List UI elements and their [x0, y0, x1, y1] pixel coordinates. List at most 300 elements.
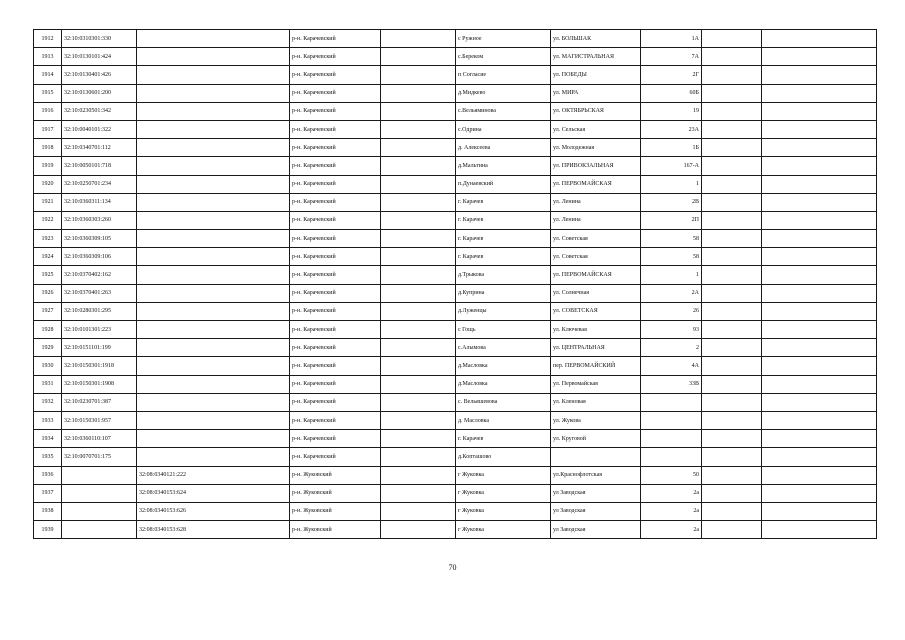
cadastral-number-alt-cell — [137, 248, 290, 266]
table-row — [34, 193, 877, 211]
table-row — [34, 120, 877, 138]
cadastral-number-alt-cell — [137, 139, 290, 157]
row-number-cell: 1931 — [34, 375, 62, 393]
district-cell: р-н. Жуковский — [290, 521, 381, 539]
register-table-body — [34, 30, 877, 539]
empty-cell — [702, 175, 762, 193]
table-row — [34, 393, 877, 411]
cadastral-number-cell: 32:10:0130101:424 — [62, 48, 137, 66]
empty-cell — [381, 502, 456, 520]
street-cell: ул. ПОБЕДЫ — [551, 66, 641, 84]
house-number-cell: 2Г — [641, 66, 702, 84]
empty-cell — [762, 248, 877, 266]
empty-cell — [381, 339, 456, 357]
table-row — [34, 484, 877, 502]
table-row — [34, 211, 877, 229]
district-cell: р-н. Карачевский — [290, 302, 381, 320]
table-row — [34, 302, 877, 320]
house-number-cell: 26 — [641, 302, 702, 320]
street-cell: ул. Кленовая — [551, 393, 641, 411]
empty-cell — [762, 84, 877, 102]
empty-cell — [762, 230, 877, 248]
street-cell: ул. ПРИВОКЗАЛЬНАЯ — [551, 157, 641, 175]
cadastral-number-alt-cell — [137, 321, 290, 339]
locality-cell: с.Береком — [456, 48, 551, 66]
row-number-cell: 1914 — [34, 66, 62, 84]
empty-cell — [762, 448, 877, 466]
locality-cell: д.Трыкова — [456, 266, 551, 284]
cadastral-number-cell: 32:10:0360309:105 — [62, 230, 137, 248]
locality-cell: п.Дунаевский — [456, 175, 551, 193]
house-number-cell: 93 — [641, 321, 702, 339]
cadastral-number-cell: 32:10:0070701:175 — [62, 448, 137, 466]
cadastral-number-alt-cell — [137, 157, 290, 175]
empty-cell — [762, 66, 877, 84]
row-number-cell: 1925 — [34, 266, 62, 284]
district-cell: р-н. Карачевский — [290, 102, 381, 120]
cadastral-number-alt-cell — [137, 393, 290, 411]
house-number-cell: 7А — [641, 48, 702, 66]
cadastral-number-alt-cell — [137, 284, 290, 302]
street-cell: ул. Ленина — [551, 193, 641, 211]
table-row — [34, 139, 877, 157]
locality-cell: г Жуковка — [456, 484, 551, 502]
cadastral-number-alt-cell — [137, 211, 290, 229]
district-cell: р-н. Карачевский — [290, 230, 381, 248]
district-cell: р-н. Жуковский — [290, 466, 381, 484]
district-cell: р-н. Карачевский — [290, 411, 381, 429]
row-number-cell: 1934 — [34, 430, 62, 448]
empty-cell — [702, 430, 762, 448]
cadastral-number-alt-cell — [137, 84, 290, 102]
empty-cell — [762, 48, 877, 66]
empty-cell — [762, 502, 877, 520]
table-row — [34, 175, 877, 193]
row-number-cell: 1933 — [34, 411, 62, 429]
empty-cell — [702, 120, 762, 138]
row-number-cell: 1918 — [34, 139, 62, 157]
table-row — [34, 448, 877, 466]
empty-cell — [702, 211, 762, 229]
district-cell: р-н. Карачевский — [290, 120, 381, 138]
empty-cell — [381, 284, 456, 302]
empty-cell — [381, 393, 456, 411]
locality-cell: д.Мальтина — [456, 157, 551, 175]
empty-cell — [702, 393, 762, 411]
cadastral-number-cell: 32:10:0130401:426 — [62, 66, 137, 84]
register-table — [33, 29, 877, 539]
house-number-cell: 58 — [641, 230, 702, 248]
cadastral-number-alt-cell — [137, 430, 290, 448]
row-number-cell: 1937 — [34, 484, 62, 502]
district-cell: р-н. Карачевский — [290, 193, 381, 211]
empty-cell — [381, 30, 456, 48]
street-cell: ул. МАГИСТРАЛЬНАЯ — [551, 48, 641, 66]
empty-cell — [381, 357, 456, 375]
locality-cell: с Ружное — [456, 30, 551, 48]
table-row — [34, 66, 877, 84]
house-number-cell: 1А — [641, 30, 702, 48]
house-number-cell: 4А — [641, 357, 702, 375]
row-number-cell: 1932 — [34, 393, 62, 411]
street-cell: ул. Первомайская — [551, 375, 641, 393]
empty-cell — [702, 66, 762, 84]
cadastral-number-alt-cell: 32:08:0340121:222 — [137, 466, 290, 484]
empty-cell — [381, 120, 456, 138]
row-number-cell: 1938 — [34, 502, 62, 520]
locality-cell: д.Куприна — [456, 284, 551, 302]
empty-cell — [702, 321, 762, 339]
cadastral-number-cell: 32:10:0360309:106 — [62, 248, 137, 266]
district-cell: р-н. Карачевский — [290, 448, 381, 466]
cadastral-number-alt-cell — [137, 102, 290, 120]
district-cell: р-н. Карачевский — [290, 84, 381, 102]
empty-cell — [702, 266, 762, 284]
house-number-cell: 60Б — [641, 84, 702, 102]
cadastral-number-alt-cell — [137, 448, 290, 466]
cadastral-number-cell: 32:10:0360303:260 — [62, 211, 137, 229]
empty-cell — [702, 302, 762, 320]
cadastral-number-alt-cell — [137, 357, 290, 375]
cadastral-number-cell: 32:10:0310301:330 — [62, 30, 137, 48]
district-cell: р-н. Карачевский — [290, 375, 381, 393]
district-cell: р-н. Карачевский — [290, 157, 381, 175]
table-row — [34, 284, 877, 302]
locality-cell: с.Вельяминова — [456, 102, 551, 120]
street-cell: ул. ЦЕНТРАЛЬНАЯ — [551, 339, 641, 357]
empty-cell — [762, 30, 877, 48]
empty-cell — [702, 284, 762, 302]
street-cell: ул. Советская — [551, 248, 641, 266]
cadastral-number-alt-cell: 32:08:0340153:628 — [137, 521, 290, 539]
house-number-cell: 2П — [641, 211, 702, 229]
empty-cell — [762, 266, 877, 284]
table-row — [34, 48, 877, 66]
cadastral-number-cell: 32:10:0130601:200 — [62, 84, 137, 102]
empty-cell — [702, 375, 762, 393]
empty-cell — [702, 157, 762, 175]
table-row — [34, 430, 877, 448]
table-row — [34, 375, 877, 393]
cadastral-number-alt-cell — [137, 48, 290, 66]
empty-cell — [702, 339, 762, 357]
empty-cell — [702, 48, 762, 66]
table-row — [34, 30, 877, 48]
house-number-cell: 2а — [641, 502, 702, 520]
house-number-cell: 33В — [641, 375, 702, 393]
row-number-cell: 1929 — [34, 339, 62, 357]
cadastral-number-cell: 32:10:0370401:263 — [62, 284, 137, 302]
cadastral-number-cell: 32:10:0370402:162 — [62, 266, 137, 284]
row-number-cell: 1936 — [34, 466, 62, 484]
locality-cell: г. Карачев — [456, 193, 551, 211]
house-number-cell — [641, 430, 702, 448]
table-row — [34, 502, 877, 520]
street-cell: ул. Ключевая — [551, 321, 641, 339]
street-cell — [551, 448, 641, 466]
row-number-cell: 1924 — [34, 248, 62, 266]
empty-cell — [381, 375, 456, 393]
locality-cell: д.Масловка — [456, 375, 551, 393]
house-number-cell — [641, 393, 702, 411]
street-cell: ул. Молодежная — [551, 139, 641, 157]
locality-cell: г. Карачев — [456, 211, 551, 229]
street-cell: ул. Ленина — [551, 211, 641, 229]
cadastral-number-cell: 32:10:0280301:295 — [62, 302, 137, 320]
empty-cell — [381, 66, 456, 84]
locality-cell: д.Масловка — [456, 357, 551, 375]
street-cell: ул. ОКТЯБРЬСКАЯ — [551, 102, 641, 120]
house-number-cell: 2В — [641, 193, 702, 211]
empty-cell — [381, 411, 456, 429]
district-cell: р-н. Карачевский — [290, 175, 381, 193]
empty-cell — [762, 120, 877, 138]
district-cell: р-н. Карачевский — [290, 211, 381, 229]
empty-cell — [702, 248, 762, 266]
empty-cell — [762, 211, 877, 229]
locality-cell: г. Карачев — [456, 248, 551, 266]
house-number-cell: 23А — [641, 120, 702, 138]
cadastral-number-alt-cell — [137, 339, 290, 357]
street-cell: ул. МИРА — [551, 84, 641, 102]
cadastral-number-cell: 32:10:0150301:1918 — [62, 357, 137, 375]
house-number-cell: 19 — [641, 102, 702, 120]
row-number-cell: 1939 — [34, 521, 62, 539]
locality-cell: д. Алексеева — [456, 139, 551, 157]
house-number-cell: 50 — [641, 466, 702, 484]
district-cell: р-н. Жуковский — [290, 502, 381, 520]
cadastral-number-alt-cell — [137, 411, 290, 429]
cadastral-number-cell — [62, 521, 137, 539]
cadastral-number-alt-cell — [137, 30, 290, 48]
cadastral-number-cell: 32:10:0230701:387 — [62, 393, 137, 411]
locality-cell: с.Алымова — [456, 339, 551, 357]
empty-cell — [762, 411, 877, 429]
empty-cell — [381, 430, 456, 448]
empty-cell — [381, 302, 456, 320]
locality-cell: д. Масловка — [456, 411, 551, 429]
street-cell: ул. СОВЕТСКАЯ — [551, 302, 641, 320]
street-cell: ул. Жукова — [551, 411, 641, 429]
row-number-cell: 1913 — [34, 48, 62, 66]
row-number-cell: 1921 — [34, 193, 62, 211]
cadastral-number-cell: 32:10:0101301:223 — [62, 321, 137, 339]
locality-cell: г Жуковка — [456, 466, 551, 484]
locality-cell: п Согласие — [456, 66, 551, 84]
house-number-cell: 2а — [641, 484, 702, 502]
cadastral-number-alt-cell — [137, 302, 290, 320]
empty-cell — [702, 357, 762, 375]
cadastral-number-alt-cell — [137, 375, 290, 393]
empty-cell — [762, 430, 877, 448]
row-number-cell: 1927 — [34, 302, 62, 320]
empty-cell — [702, 448, 762, 466]
empty-cell — [381, 157, 456, 175]
row-number-cell: 1920 — [34, 175, 62, 193]
empty-cell — [762, 466, 877, 484]
district-cell: р-н. Карачевский — [290, 30, 381, 48]
empty-cell — [381, 484, 456, 502]
empty-cell — [762, 302, 877, 320]
cadastral-number-alt-cell — [137, 120, 290, 138]
row-number-cell: 1923 — [34, 230, 62, 248]
street-cell: ул. ПЕРВОМАЙСКАЯ — [551, 175, 641, 193]
locality-cell: с.Одрина — [456, 120, 551, 138]
empty-cell — [762, 193, 877, 211]
table-row — [34, 157, 877, 175]
street-cell: пер. ПЕРВОМАЙСКИЙ — [551, 357, 641, 375]
cadastral-number-cell: 32:10:0050101:718 — [62, 157, 137, 175]
house-number-cell: 1 — [641, 175, 702, 193]
street-cell: ул. Советская — [551, 230, 641, 248]
street-cell: ул. Сельская — [551, 120, 641, 138]
district-cell: р-н. Карачевский — [290, 266, 381, 284]
house-number-cell — [641, 411, 702, 429]
cadastral-number-cell: 32:10:0150301:957 — [62, 411, 137, 429]
district-cell: р-н. Карачевский — [290, 66, 381, 84]
empty-cell — [381, 248, 456, 266]
house-number-cell: 2а — [641, 521, 702, 539]
empty-cell — [702, 230, 762, 248]
empty-cell — [381, 48, 456, 66]
locality-cell: с Гощь — [456, 321, 551, 339]
cadastral-number-cell: 32:10:0360110:107 — [62, 430, 137, 448]
table-row — [34, 411, 877, 429]
street-cell: ул. Солнечная — [551, 284, 641, 302]
empty-cell — [762, 357, 877, 375]
empty-cell — [762, 521, 877, 539]
house-number-cell: 58 — [641, 248, 702, 266]
empty-cell — [762, 175, 877, 193]
empty-cell — [381, 466, 456, 484]
empty-cell — [762, 393, 877, 411]
empty-cell — [762, 484, 877, 502]
district-cell: р-н. Карачевский — [290, 357, 381, 375]
table-row — [34, 102, 877, 120]
table-row — [34, 466, 877, 484]
empty-cell — [381, 321, 456, 339]
empty-cell — [381, 102, 456, 120]
empty-cell — [381, 521, 456, 539]
cadastral-number-alt-cell — [137, 230, 290, 248]
table-row — [34, 321, 877, 339]
cadastral-number-alt-cell — [137, 266, 290, 284]
cadastral-number-cell — [62, 502, 137, 520]
empty-cell — [762, 139, 877, 157]
row-number-cell: 1917 — [34, 120, 62, 138]
page-number: 70 — [448, 563, 457, 572]
empty-cell — [762, 284, 877, 302]
empty-cell — [381, 211, 456, 229]
district-cell: р-н. Карачевский — [290, 321, 381, 339]
locality-cell: г. Карачев — [456, 430, 551, 448]
empty-cell — [762, 102, 877, 120]
empty-cell — [381, 266, 456, 284]
table-row — [34, 521, 877, 539]
table-row — [34, 266, 877, 284]
cadastral-number-cell — [62, 484, 137, 502]
empty-cell — [762, 157, 877, 175]
row-number-cell: 1912 — [34, 30, 62, 48]
row-number-cell: 1928 — [34, 321, 62, 339]
empty-cell — [702, 102, 762, 120]
row-number-cell: 1935 — [34, 448, 62, 466]
table-row — [34, 84, 877, 102]
district-cell: р-н. Карачевский — [290, 339, 381, 357]
row-number-cell: 1915 — [34, 84, 62, 102]
locality-cell: г Жуковка — [456, 521, 551, 539]
empty-cell — [702, 484, 762, 502]
row-number-cell: 1930 — [34, 357, 62, 375]
locality-cell: д.Мидкево — [456, 84, 551, 102]
row-number-cell: 1922 — [34, 211, 62, 229]
cadastral-number-cell: 32:10:0230501:342 — [62, 102, 137, 120]
row-number-cell: 1926 — [34, 284, 62, 302]
empty-cell — [381, 84, 456, 102]
cadastral-number-alt-cell — [137, 66, 290, 84]
locality-cell: с. Вельяшевова — [456, 393, 551, 411]
street-cell: ул Заводская — [551, 521, 641, 539]
cadastral-number-alt-cell — [137, 193, 290, 211]
empty-cell — [702, 30, 762, 48]
house-number-cell: 1 — [641, 266, 702, 284]
cadastral-number-alt-cell: 32:08:0340153:624 — [137, 484, 290, 502]
locality-cell: д.Копташово — [456, 448, 551, 466]
empty-cell — [762, 339, 877, 357]
locality-cell: г. Карачев — [456, 230, 551, 248]
cadastral-number-cell: 32:10:0340701:112 — [62, 139, 137, 157]
house-number-cell — [641, 448, 702, 466]
street-cell: ул. БОЛЬШАК — [551, 30, 641, 48]
house-number-cell: 2А — [641, 284, 702, 302]
empty-cell — [702, 502, 762, 520]
empty-cell — [702, 521, 762, 539]
cadastral-number-cell: 32:10:0040101:322 — [62, 120, 137, 138]
row-number-cell: 1916 — [34, 102, 62, 120]
empty-cell — [702, 84, 762, 102]
empty-cell — [702, 139, 762, 157]
empty-cell — [762, 375, 877, 393]
district-cell: р-н. Карачевский — [290, 430, 381, 448]
empty-cell — [381, 448, 456, 466]
empty-cell — [702, 466, 762, 484]
empty-cell — [702, 411, 762, 429]
district-cell: р-н. Карачевский — [290, 248, 381, 266]
district-cell: р-н. Карачевский — [290, 48, 381, 66]
street-cell: ул. Круговой — [551, 430, 641, 448]
table-row — [34, 248, 877, 266]
cadastral-number-cell: 32:10:0250701:234 — [62, 175, 137, 193]
cadastral-number-alt-cell: 32:08:0340153:626 — [137, 502, 290, 520]
empty-cell — [702, 193, 762, 211]
empty-cell — [381, 175, 456, 193]
house-number-cell: 167-А — [641, 157, 702, 175]
cadastral-number-cell — [62, 466, 137, 484]
house-number-cell: 2 — [641, 339, 702, 357]
table-row — [34, 357, 877, 375]
empty-cell — [381, 230, 456, 248]
cadastral-number-cell: 32:10:0150301:1908 — [62, 375, 137, 393]
empty-cell — [381, 193, 456, 211]
cadastral-number-alt-cell — [137, 175, 290, 193]
row-number-cell: 1919 — [34, 157, 62, 175]
street-cell: ул.Краснофлотская — [551, 466, 641, 484]
street-cell: ул. ПЕРВОМАЙСКАЯ — [551, 266, 641, 284]
cadastral-number-cell: 32:10:0151101:199 — [62, 339, 137, 357]
table-row — [34, 230, 877, 248]
street-cell: ул Заводская — [551, 502, 641, 520]
empty-cell — [762, 321, 877, 339]
